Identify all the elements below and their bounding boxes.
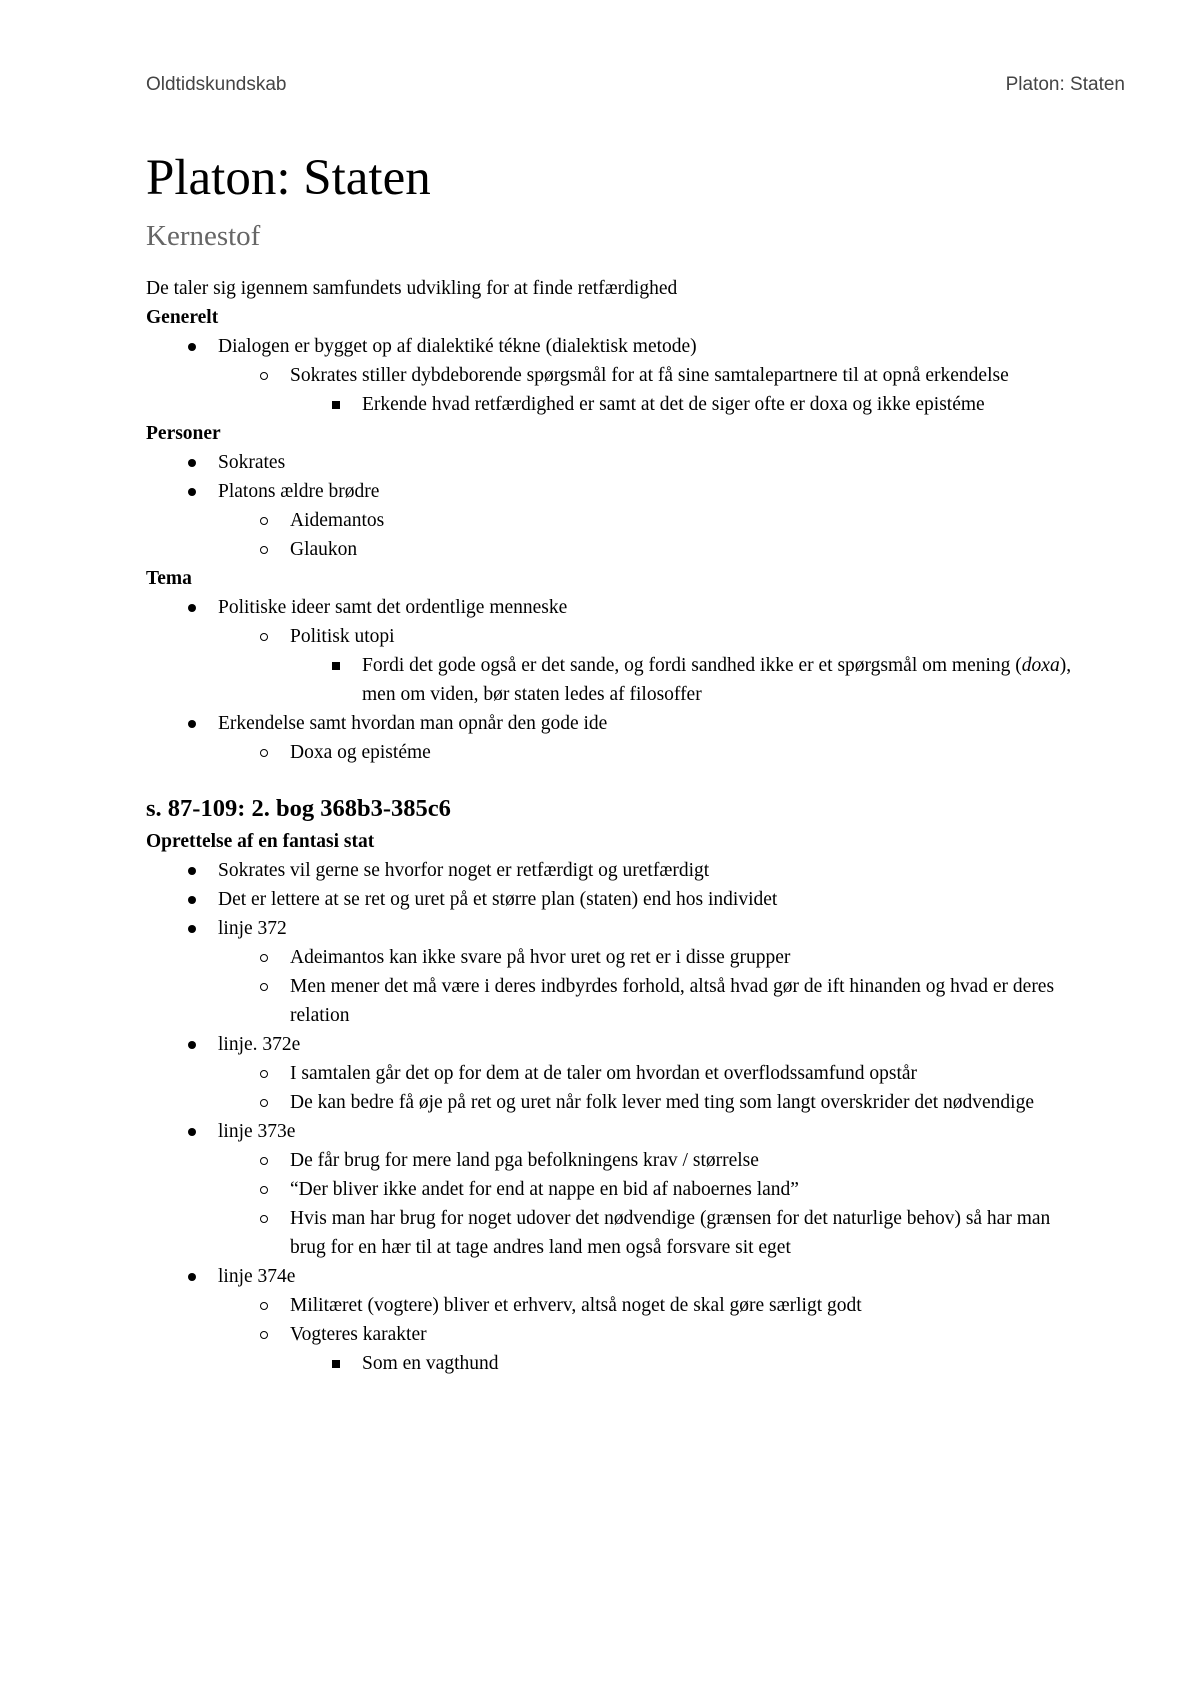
header-topic: Platon: Staten xyxy=(1005,74,1125,95)
bullet-dot-icon xyxy=(182,1030,202,1060)
list-item: Erkendelse samt hvordan man opnår den gode ide xyxy=(146,709,1086,738)
bullet-circle-icon xyxy=(254,738,274,768)
list-item: Glaukon xyxy=(146,535,1086,564)
list-item: Platons ældre brødre xyxy=(146,477,1086,506)
bullet-circle-icon xyxy=(254,1088,274,1118)
section-heading-personer: Personer xyxy=(146,423,221,444)
bullet-circle-icon xyxy=(254,506,274,536)
bullet-dot-icon xyxy=(182,856,202,886)
list-item: Sokrates stiller dybdeborende spørgsmål for at få sine samtalepartnere til at opnå erkendelse xyxy=(146,361,1086,390)
subsection-heading-fantasi-stat: Oprettelse af en fantasi stat xyxy=(146,831,375,852)
emphasis-doxa: doxa xyxy=(1021,655,1060,676)
list-item: Hvis man har brug for noget udover det nødvendige (grænsen for det naturlige behov) så har man brug for en hær til at tage andres land men også forsvare sit eget xyxy=(146,1204,1086,1262)
bullet-circle-icon xyxy=(254,361,274,391)
section-heading-bog-2: s. 87-109: 2. bog 368b3-385c6 xyxy=(146,795,451,822)
list-item: I samtalen går det op for dem at de taler om hvordan et overflodssamfund opstår xyxy=(146,1059,1086,1088)
bullet-dot-icon xyxy=(182,885,202,915)
list-item: Politisk utopi xyxy=(146,622,1086,651)
bullet-square-icon xyxy=(326,651,346,681)
bullet-circle-icon xyxy=(254,1059,274,1089)
section2-list xyxy=(146,856,1086,1378)
bullet-circle-icon xyxy=(254,972,274,1002)
list-item: Sokrates xyxy=(146,448,1086,477)
bullet-dot-icon xyxy=(182,477,202,507)
bullet-dot-icon xyxy=(182,1117,202,1147)
list-item: Politiske ideer samt det ordentlige menneske xyxy=(146,593,1086,622)
bullet-circle-icon xyxy=(254,1175,274,1205)
list-item: Det er lettere at se ret og uret på et større plan (staten) end hos individet xyxy=(146,885,1086,914)
section-heading-generelt: Generelt xyxy=(146,307,219,328)
bullet-circle-icon xyxy=(254,535,274,565)
bullet-circle-icon xyxy=(254,1291,274,1321)
bullet-dot-icon xyxy=(182,332,202,362)
list-item: linje. 372e xyxy=(146,1030,1086,1059)
bullet-dot-icon xyxy=(182,914,202,944)
list-item: Adeimantos kan ikke svare på hvor uret og ret er i disse grupper xyxy=(146,943,1086,972)
generelt-list xyxy=(146,332,1086,419)
bullet-dot-icon xyxy=(182,593,202,623)
list-item: Som en vagthund xyxy=(146,1349,1086,1378)
list-item: linje 373e xyxy=(146,1117,1086,1146)
bullet-circle-icon xyxy=(254,1204,274,1234)
section-heading-tema: Tema xyxy=(146,568,192,589)
document-body xyxy=(146,148,1086,1378)
bullet-square-icon xyxy=(326,1349,346,1379)
list-item: Vogteres karakter xyxy=(146,1320,1086,1349)
list-item: Dialogen er bygget op af dialektiké tékne (dialektisk metode) xyxy=(146,332,1086,361)
personer-list xyxy=(146,448,1086,564)
list-item: Fordi det gode også er det sande, og fordi sandhed ikke er et spørgsmål om mening (doxa), men om viden, bør staten ledes af filosoffer xyxy=(146,651,1086,709)
bullet-dot-icon xyxy=(182,448,202,478)
list-item: Militæret (vogtere) bliver et erhverv, altså noget de skal gøre særligt godt xyxy=(146,1291,1086,1320)
page-title: Platon: Staten xyxy=(146,150,431,206)
bullet-circle-icon xyxy=(254,622,274,652)
list-item: Doxa og epistéme xyxy=(146,738,1086,767)
list-item: Erkende hvad retfærdighed er samt at det de siger ofte er doxa og ikke epistéme xyxy=(146,390,1086,419)
list-item: De kan bedre få øje på ret og uret når folk lever med ting som langt overskrider det nødvendige xyxy=(146,1088,1086,1117)
bullet-dot-icon xyxy=(182,709,202,739)
page-subtitle: Kernestof xyxy=(146,220,261,252)
list-item: Aidemantos xyxy=(146,506,1086,535)
list-item: linje 374e xyxy=(146,1262,1086,1291)
list-item: linje 372 xyxy=(146,914,1086,943)
list-item: Sokrates vil gerne se hvorfor noget er retfærdigt og uretfærdigt xyxy=(146,856,1086,885)
bullet-circle-icon xyxy=(254,1320,274,1350)
header-course: Oldtidskundskab xyxy=(146,74,287,95)
list-item: De får brug for mere land pga befolkningens krav / størrelse xyxy=(146,1146,1086,1175)
list-item: Men mener det må være i deres indbyrdes forhold, altså hvad gør de ift hinanden og hvad er deres relation xyxy=(146,972,1086,1030)
bullet-circle-icon xyxy=(254,943,274,973)
bullet-circle-icon xyxy=(254,1146,274,1176)
tema-list xyxy=(146,593,1086,767)
list-item: “Der bliver ikke andet for end at nappe en bid af naboernes land” xyxy=(146,1175,1086,1204)
bullet-square-icon xyxy=(326,390,346,420)
intro-text: De taler sig igennem samfundets udvikling for at finde retfærdighed xyxy=(146,278,678,299)
bullet-dot-icon xyxy=(182,1262,202,1292)
